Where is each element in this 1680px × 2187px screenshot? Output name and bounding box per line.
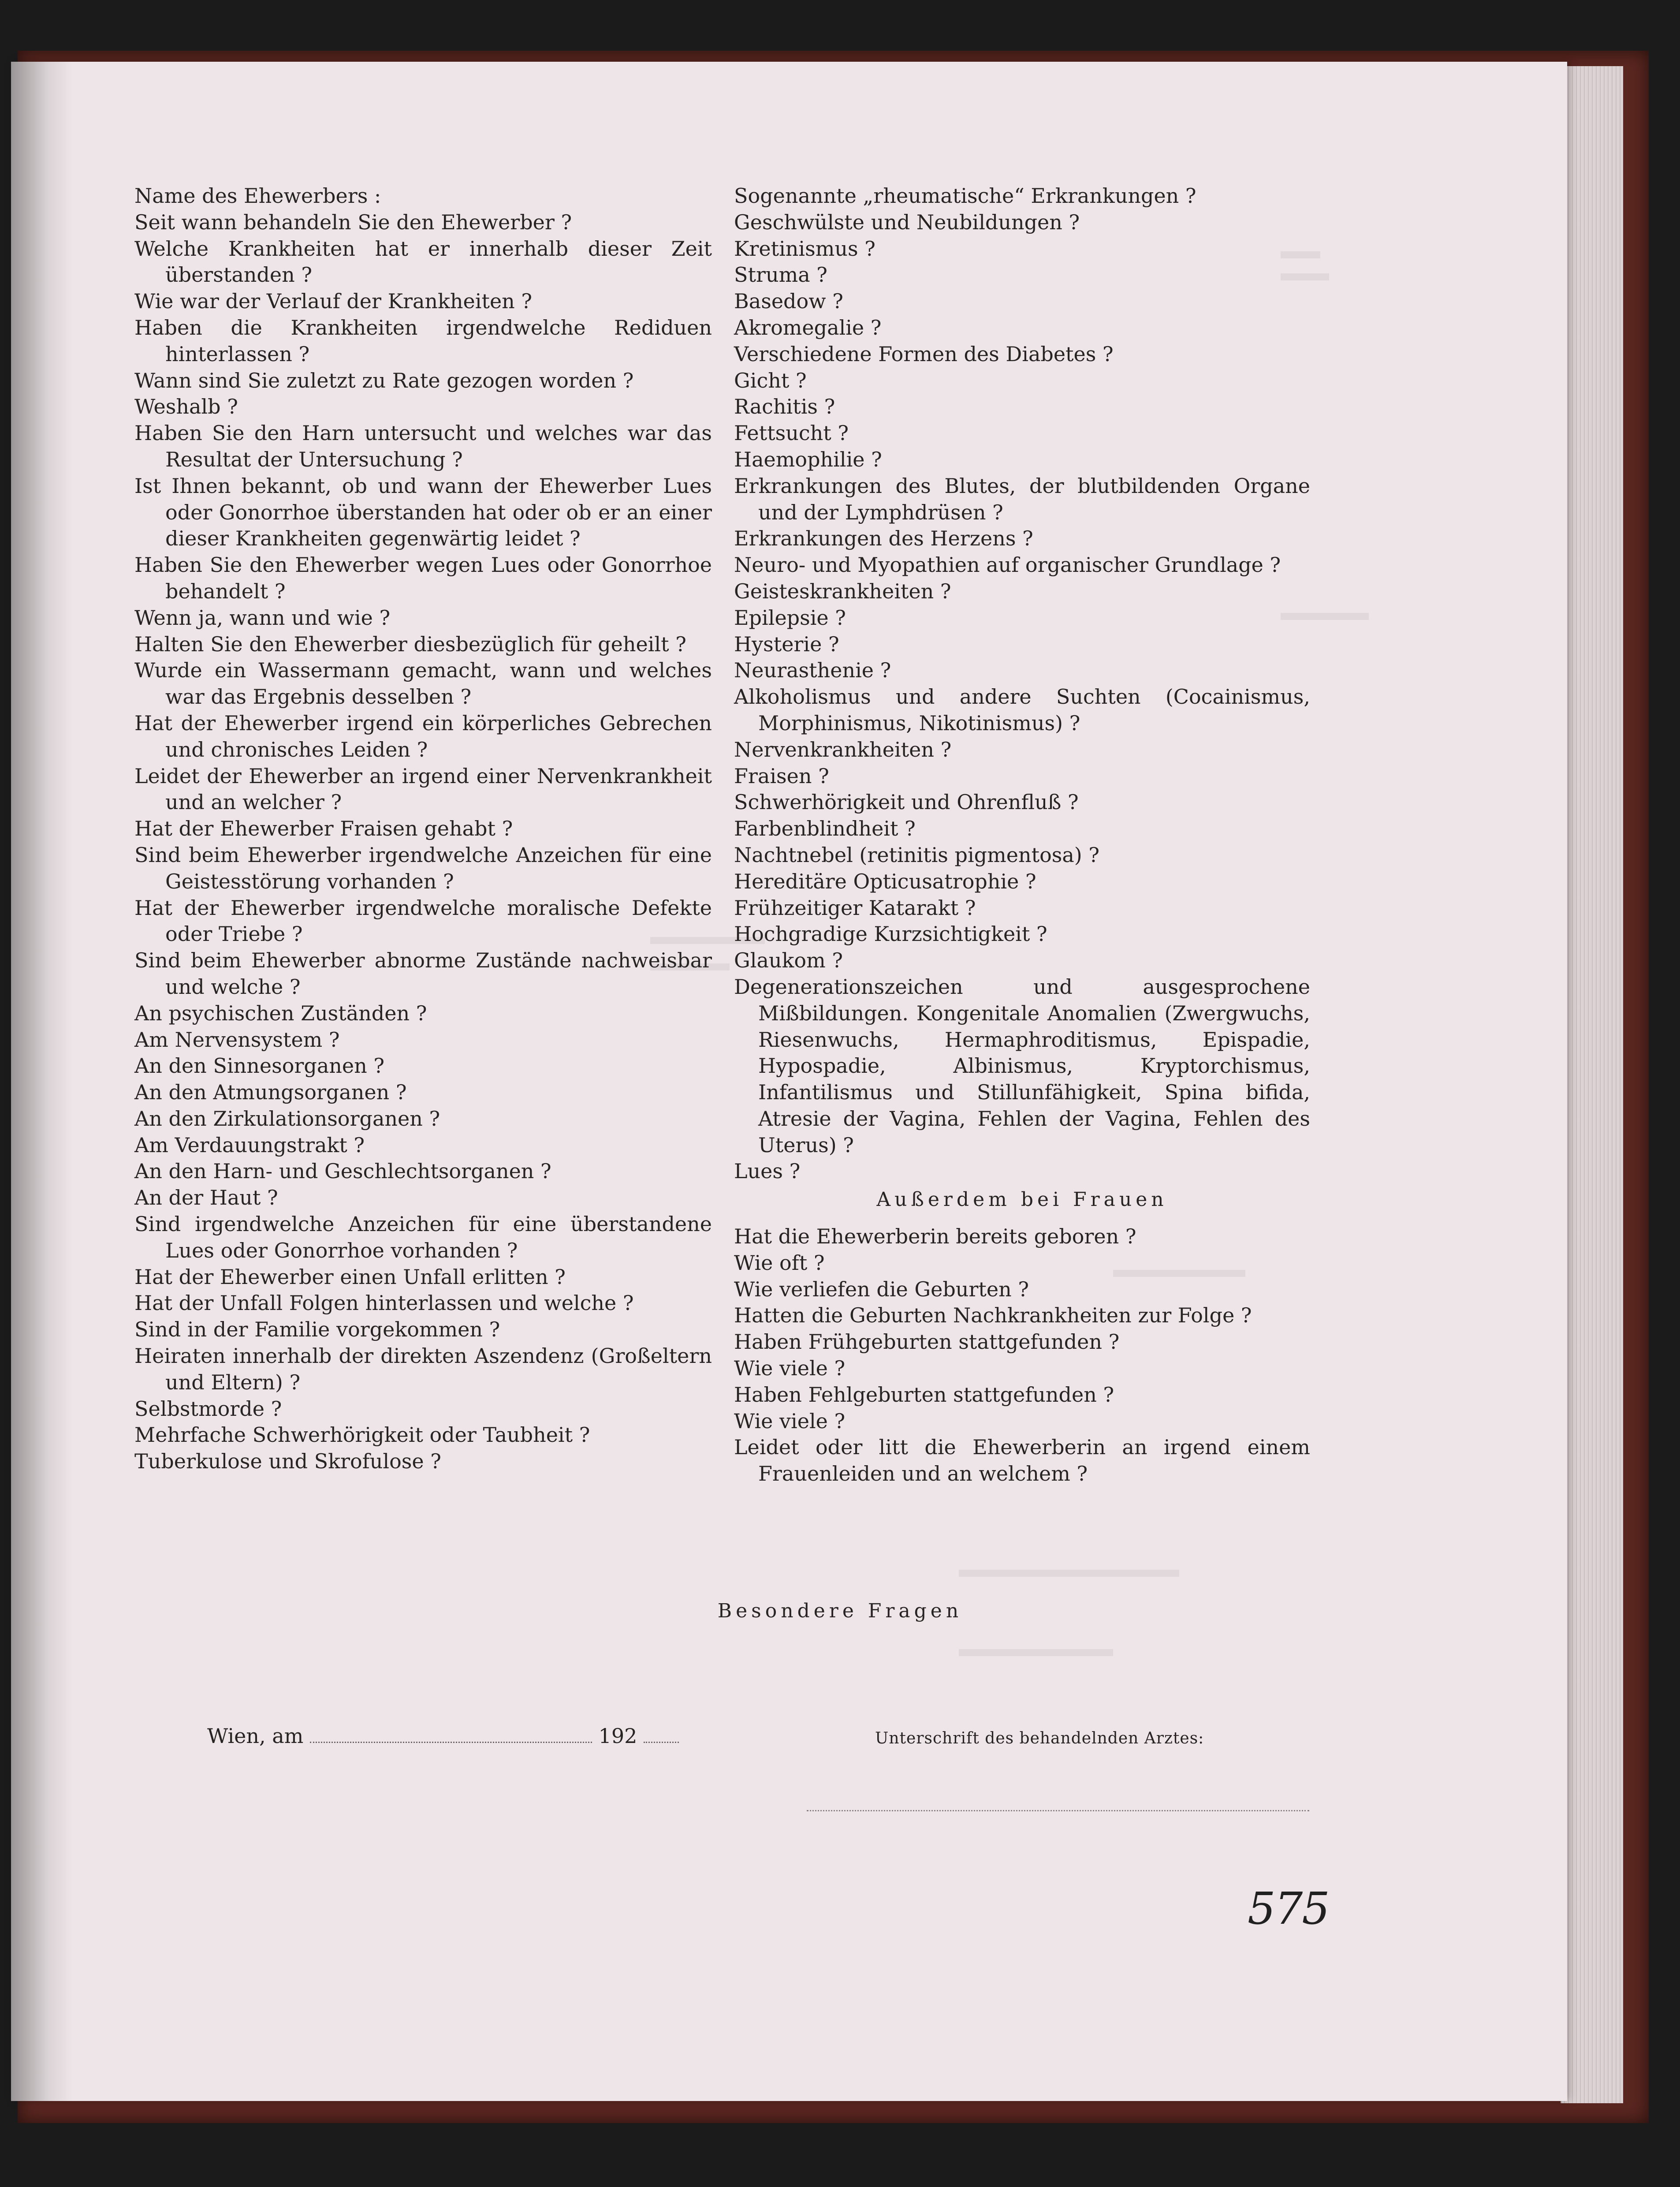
women-question-line: Wie oft ?: [734, 1250, 825, 1275]
question-line: Mehrfache Schwerhörigkeit oder Taubheit ?: [134, 1423, 590, 1447]
question-line: Fettsucht ?: [734, 421, 849, 445]
page-edges: [1561, 66, 1623, 2103]
women-question-line: Wie viele ?: [734, 1409, 846, 1433]
question-line: Sind beim Ehewerber irgendwelche Anzeichen für eine Geistesstörung vorhanden ?: [134, 843, 712, 893]
question-line: Verschiedene Formen des Diabetes ?: [734, 342, 1114, 366]
question-line: An den Zirkulationsorganen ?: [134, 1106, 440, 1131]
question-line: Geisteskrankheiten ?: [734, 579, 951, 603]
question-line: Alkoholismus und andere Suchten (Cocainismus, Morphinismus, Nikotinismus) ?: [734, 685, 1310, 735]
question-line: Schwerhörigkeit und Ohrenfluß ?: [734, 790, 1079, 814]
question-line: Wurde ein Wassermann gemacht, wann und welches war das Ergebnis desselben ?: [134, 658, 712, 709]
question-line: Basedow ?: [734, 289, 843, 313]
question-line: Glaukom ?: [734, 948, 843, 973]
question-line: Gicht ?: [734, 368, 807, 392]
question-line: Kretinismus ?: [734, 236, 875, 261]
question-line: Epilepsie ?: [734, 605, 846, 630]
question-line: Sogenannte „rheumatische“ Erkrankungen ?: [734, 184, 1196, 208]
question-line: Selbstmorde ?: [134, 1396, 282, 1421]
page-gutter-shadow: [11, 62, 73, 2101]
question-line: Seit wann behandeln Sie den Ehewerber ?: [134, 210, 572, 234]
question-line: Degenerationszeichen und ausgesprochene Mißbildungen. Kongenitale Anomalien (Zwergwuchs, Riesenwuchs, Hermaphroditismus, Epispadie, Hypospadie, Albinismus, Kryptorchismus, Infantilismus und Stillunfähigkeit, Spina bifida, Atresie der Vagina, Fehlen der Vagina, Fehlen des Uterus) ?: [734, 974, 1310, 1157]
question-line: An den Harn- und Geschlechtsorganen ?: [134, 1159, 551, 1183]
right-question-column: [734, 183, 1310, 1487]
question-line: Lues ?: [734, 1159, 801, 1183]
year-blank: [644, 1728, 679, 1743]
question-line: Haben Sie den Ehewerber wegen Lues oder Gonorrhoe behandelt ?: [134, 553, 712, 603]
women-question-line: Wie verliefen die Geburten ?: [734, 1277, 1029, 1301]
question-line: Nachtnebel (retinitis pigmentosa) ?: [734, 843, 1100, 867]
special-questions-heading: Besondere Fragen: [717, 1600, 963, 1622]
place-label: Wien, am: [207, 1724, 304, 1748]
date-line: [207, 1724, 679, 1748]
question-line: Hat der Ehewerber einen Unfall erlitten ?: [134, 1265, 566, 1289]
women-question-line: Hat die Ehewerberin bereits geboren ?: [734, 1224, 1136, 1249]
question-line: Erkrankungen des Herzens ?: [734, 526, 1033, 551]
question-line: Nervenkrankheiten ?: [734, 737, 952, 761]
question-line: Akromegalie ?: [734, 315, 882, 340]
question-line: Heiraten innerhalb der direkten Aszendenz (Großeltern und Eltern) ?: [134, 1344, 712, 1394]
year-prefix: 192: [598, 1724, 637, 1748]
question-line: Hochgradige Kurzsichtigkeit ?: [734, 922, 1047, 946]
question-line: Hysterie ?: [734, 632, 839, 656]
question-line: Welche Krankheiten hat er innerhalb dieser Zeit überstanden ?: [134, 236, 712, 287]
women-question-line: Leidet oder litt die Ehewerberin an irgend einem Frauenleiden und an welchem ?: [734, 1435, 1310, 1486]
question-line: Wie war der Verlauf der Krankheiten ?: [134, 289, 533, 313]
question-line: Farbenblindheit ?: [734, 817, 916, 841]
women-question-line: Haben Frühgeburten stattgefunden ?: [734, 1330, 1120, 1354]
left-question-column: [134, 183, 712, 1475]
question-line: Neuro- und Myopathien auf organischer Grundlage ?: [734, 553, 1281, 577]
question-line: Tuberkulose und Skrofulose ?: [134, 1449, 441, 1474]
question-line: Neurasthenie ?: [734, 658, 891, 683]
question-line: Hat der Unfall Folgen hinterlassen und welche ?: [134, 1291, 634, 1315]
question-line: Haben die Krankheiten irgendwelche Rediduen hinterlassen ?: [134, 315, 712, 366]
signature-blank: [807, 1810, 1309, 1811]
question-line: Hat der Ehewerber Fraisen gehabt ?: [134, 817, 513, 841]
question-line: Haben Sie den Harn untersucht und welches war das Resultat der Untersuchung ?: [134, 421, 712, 471]
question-line: Wenn ja, wann und wie ?: [134, 605, 391, 630]
question-line: An der Haut ?: [134, 1186, 278, 1210]
question-line: An den Sinnesorganen ?: [134, 1054, 385, 1078]
question-line: Leidet der Ehewerber an irgend einer Nervenkrankheit und an welcher ?: [134, 764, 712, 814]
question-line: Sind irgendwelche Anzeichen für eine überstandene Lues oder Gonorrhoe vorhanden ?: [134, 1212, 712, 1262]
question-line: Weshalb ?: [134, 395, 238, 419]
question-line: Ist Ihnen bekannt, ob und wann der Ehewerber Lues oder Gonorrhoe überstanden hat oder ob er an einer dieser Krankheiten gegenwärtig leidet ?: [134, 474, 712, 551]
question-line: An den Atmungsorganen ?: [134, 1080, 407, 1105]
question-line: Name des Ehewerbers :: [134, 184, 381, 208]
signature-label: Unterschrift des behandelnden Arztes:: [875, 1729, 1204, 1747]
question-line: Am Verdauungstrakt ?: [134, 1133, 365, 1157]
page-number: 575: [1248, 1883, 1329, 1934]
question-line: Fraisen ?: [734, 764, 829, 788]
question-line: Am Nervensystem ?: [134, 1027, 340, 1052]
question-line: Hat der Ehewerber irgend ein körperliches Gebrechen und chronisches Leiden ?: [134, 711, 712, 761]
women-question-line: Haben Fehlgeburten stattgefunden ?: [734, 1382, 1114, 1407]
question-line: Hat der Ehewerber irgendwelche moralische Defekte oder Triebe ?: [134, 896, 712, 946]
women-question-line: Hatten die Geburten Nachkrankheiten zur Folge ?: [734, 1303, 1252, 1328]
women-question-line: Wie viele ?: [734, 1356, 846, 1381]
date-blank: [310, 1728, 592, 1743]
women-section-heading: Außerdem bei Frauen: [876, 1188, 1168, 1211]
question-line: Geschwülste und Neubildungen ?: [734, 210, 1080, 234]
question-line: Frühzeitiger Katarakt ?: [734, 896, 976, 920]
question-line: Sind in der Familie vorgekommen ?: [134, 1317, 500, 1342]
question-line: Haemophilie ?: [734, 447, 882, 471]
question-line: Hereditäre Opticusatrophie ?: [734, 869, 1036, 893]
question-line: Wann sind Sie zuletzt zu Rate gezogen worden ?: [134, 368, 634, 392]
question-line: Halten Sie den Ehewerber diesbezüglich für geheilt ?: [134, 632, 686, 656]
question-line: An psychischen Zuständen ?: [134, 1001, 427, 1025]
question-line: Erkrankungen des Blutes, der blutbildenden Organe und der Lymphdrüsen ?: [734, 474, 1310, 524]
question-line: Sind beim Ehewerber abnorme Zustände nachweisbar und welche ?: [134, 948, 712, 999]
question-line: Struma ?: [734, 263, 827, 287]
question-line: Rachitis ?: [734, 395, 835, 419]
